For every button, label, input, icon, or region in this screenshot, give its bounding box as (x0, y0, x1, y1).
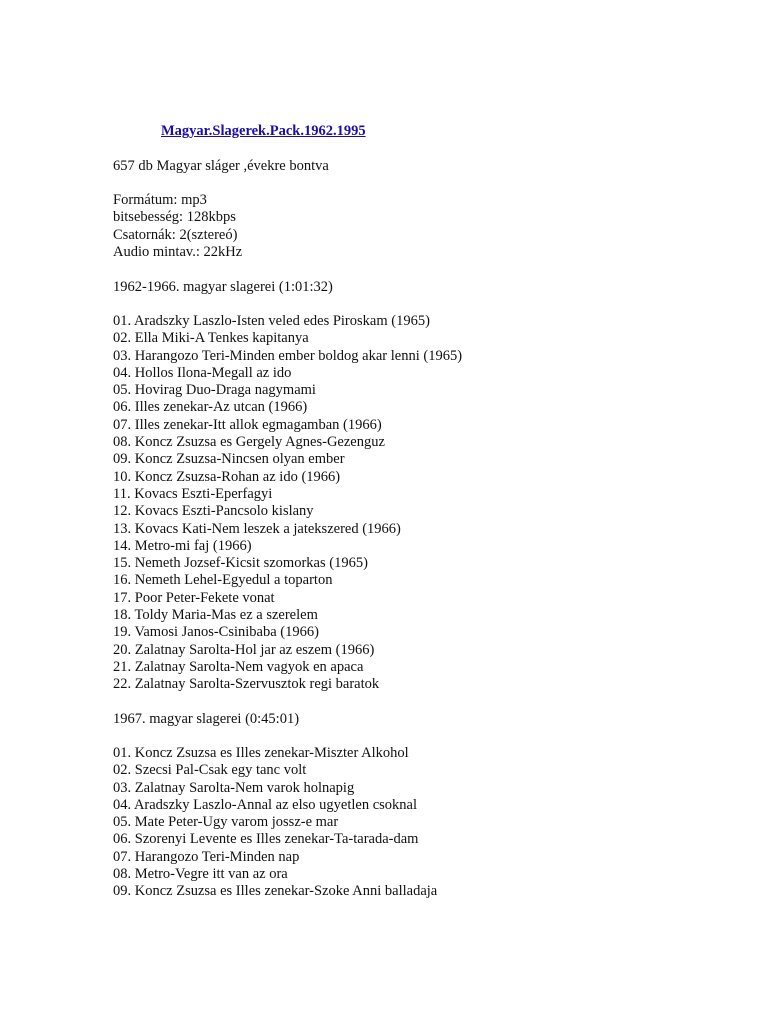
track-item: 05. Hovirag Duo-Draga nagymami (113, 382, 316, 399)
title-link[interactable]: Magyar.Slagerek.Pack.1962.1995 (161, 123, 366, 139)
channels-line: Csatornák: 2(sztereó) (113, 226, 238, 243)
track-item: 12. Kovacs Eszti-Pancsolo kislany (113, 503, 314, 520)
sample-rate-line: Audio mintav.: 22kHz (113, 243, 243, 260)
track-item: 11. Kovacs Eszti-Eperfagyi (113, 485, 273, 502)
track-item: 20. Zalatnay Sarolta-Hol jar az eszem (1966) (113, 641, 375, 658)
track-item: 18. Toldy Maria-Mas ez a szerelem (113, 607, 318, 624)
bitrate-line: bitsebesség: 128kbps (113, 209, 236, 226)
track-item: 14. Metro-mi faj (1966) (113, 537, 252, 554)
track-item: 09. Koncz Zsuzsa-Nincsen olyan ember (113, 451, 345, 468)
track-item: 22. Zalatnay Sarolta-Szervusztok regi baratok (113, 676, 380, 693)
track-item: 13. Kovacs Kati-Nem leszek a jatekszered (1966) (113, 520, 401, 537)
track-item: 01. Koncz Zsuzsa es Illes zenekar-Miszter Alkohol (113, 745, 409, 761)
format-info (113, 192, 242, 261)
track-item: 09. Koncz Zsuzsa es Illes zenekar-Szoke Anni balladaja (113, 883, 438, 900)
track-item: 04. Hollos Ilona-Megall az ido (113, 364, 292, 381)
track-item: 08. Koncz Zsuzsa es Gergely Agnes-Gezenguz (113, 434, 385, 451)
track-item: 17. Poor Peter-Fekete vonat (113, 589, 275, 606)
track-item: 04. Aradszky Laszlo-Annal az elso ugyetlen csoknal (113, 796, 418, 813)
track-item: 07. Harangozo Teri-Minden nap (113, 848, 300, 865)
track-item: 06. Illes zenekar-Az utcan (1966) (113, 399, 308, 416)
track-item: 06. Szorenyi Levente es Illes zenekar-Ta-tarada-dam (113, 831, 419, 848)
track-item: 01. Aradszky Laszlo-Isten veled edes Piroskam (1965) (113, 313, 430, 329)
track-item: 05. Mate Peter-Ugy varom jossz-e mar (113, 814, 339, 831)
track-item: 03. Harangozo Teri-Minden ember boldog akar lenni (1965) (113, 347, 463, 364)
track-item: 19. Vamosi Janos-Csinibaba (1966) (113, 624, 319, 641)
track-item: 10. Koncz Zsuzsa-Rohan az ido (1966) (113, 468, 341, 485)
track-item: 15. Nemeth Jozsef-Kicsit szomorkas (1965) (113, 555, 368, 572)
track-item: 02. Szecsi Pal-Csak egy tanc volt (113, 762, 307, 779)
track-item: 03. Zalatnay Sarolta-Nem varok holnapig (113, 779, 355, 796)
track-item: 16. Nemeth Lehel-Egyedul a toparton (113, 572, 333, 589)
track-item: 21. Zalatnay Sarolta-Nem vagyok en apaca (113, 658, 364, 675)
format-line: Formátum: mp3 (113, 192, 207, 208)
section-heading: 1967. magyar slagerei (0:45:01) (113, 711, 300, 727)
track-item: 07. Illes zenekar-Itt allok egmagamban (1966) (113, 416, 382, 433)
track-item: 08. Metro-Vegre itt van az ora (113, 866, 288, 883)
section-heading: 1962-1966. magyar slagerei (1:01:32) (113, 279, 333, 295)
intro-text: 657 db Magyar sláger ,évekre bontva (113, 158, 329, 174)
track-list (113, 313, 462, 694)
track-list (113, 745, 437, 901)
track-item: 02. Ella Miki-A Tenkes kapitanya (113, 330, 309, 347)
